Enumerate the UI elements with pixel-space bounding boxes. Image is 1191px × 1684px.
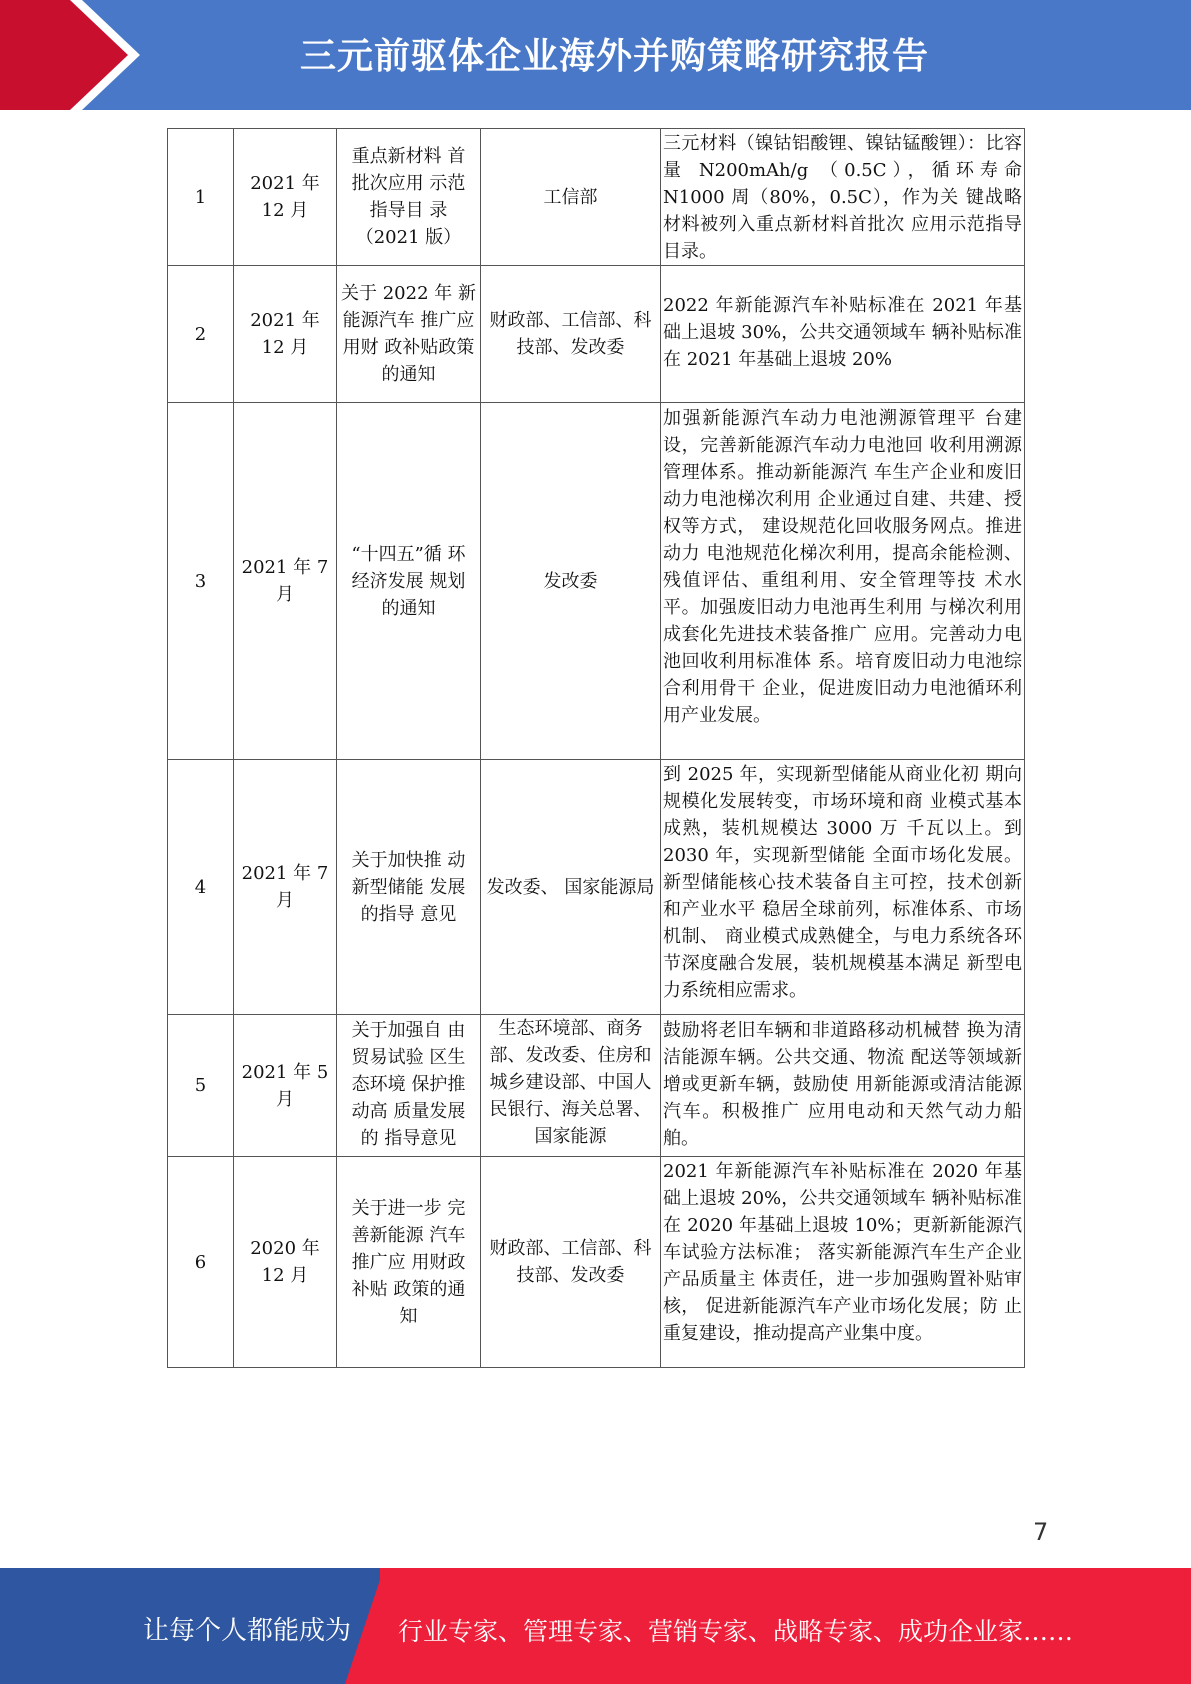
footer-slogan-right: 行业专家、管理专家、营销专家、战略专家、成功企业家…… — [398, 1617, 1074, 1646]
row-content: 鼓励将老旧车辆和非道路移动机械替 换为清洁能源车辆。公共交通、物流 配送等领域新增或更新车辆，鼓励使 用新能源或清洁能源汽车。积极推广 应用电动和天然气动力船舶。 — [661, 1015, 1025, 1157]
row-date: 2020 年 12 月 — [234, 1157, 337, 1368]
row-content: 2022 年新能源汽车补贴标准在 2021 年基础上退坡 30%，公共交通领域车 辆补贴标准在 2021 年基础上退坡 20% — [661, 266, 1025, 403]
row-number: 4 — [168, 760, 234, 1015]
row-number: 2 — [168, 266, 234, 403]
table-row — [168, 1015, 1025, 1157]
page-number: 7 — [1033, 1518, 1049, 1546]
row-date: 2021 年 12 月 — [234, 266, 337, 403]
row-number: 6 — [168, 1157, 234, 1368]
row-department: 发改委、 国家能源局 — [481, 760, 661, 1015]
table-row — [168, 403, 1025, 760]
row-policy-name: 关于加快推 动新型储能 发展的指导 意见 — [337, 760, 481, 1015]
header-chevron-icon — [70, 0, 150, 110]
row-policy-name: 关于 2022 年 新能源汽车 推广应用财 政补贴政策 的通知 — [337, 266, 481, 403]
row-department: 生态环境部、商务部、发改委、住房和城乡建设部、中国人民银行、海关总署、国家能源 — [481, 1015, 661, 1157]
table-row — [168, 760, 1025, 1015]
policy-table — [167, 128, 1025, 1368]
header-red-block — [0, 0, 70, 110]
row-department: 财政部、工信部、科技部、发改委 — [481, 1157, 661, 1368]
row-number: 1 — [168, 129, 234, 266]
table-row — [168, 129, 1025, 266]
row-date: 2021 年 7 月 — [234, 403, 337, 760]
table-row — [168, 1157, 1025, 1368]
row-number: 5 — [168, 1015, 234, 1157]
row-policy-name: 关于进一步 完善新能源 汽车推广应 用财政补贴 政策的通知 — [337, 1157, 481, 1368]
row-date: 2021 年 5 月 — [234, 1015, 337, 1157]
row-number: 3 — [168, 403, 234, 760]
row-department: 发改委 — [481, 403, 661, 760]
table-row — [168, 266, 1025, 403]
page-footer — [0, 1568, 1191, 1684]
row-content: 加强新能源汽车动力电池溯源管理平 台建设，完善新能源汽车动力电池回 收利用溯源管理体系。推动新能源汽 车生产企业和废旧动力电池梯次利用 企业通过自建、共建、授权等方式， 建设规范化回收服务网点。推进动力 电池规范化梯次利用，提高余能检测、 残值评估、重组利用、安全管理等技 术水平。加强废旧动力电池再生利用 与梯次利用成套化先进技术装备推广 应用。完善动力电池回收利用标准体 系。培育废旧动力电池综合利用骨干 企业，促进废旧动力电池循环利用产业发展。 — [661, 403, 1025, 760]
row-date: 2021 年 12 月 — [234, 129, 337, 266]
footer-slogan-left: 让每个人都能成为 — [143, 1616, 352, 1646]
row-content: 到 2025 年，实现新型储能从商业化初 期向规模化发展转变，市场环境和商 业模式基本成熟，装机规模达 3000 万 千瓦以上。到 2030 年，实现新型储能 全面市场化发展。新型储能核心技术装备自主可控，技术创新和产业水平 稳居全球前列，标准体系、市场机制、 商业模式成熟健全，与电力系统各环 节深度融合发展，装机规模基本满足 新型电力系统相应需求。 — [661, 760, 1025, 1015]
row-department: 工信部 — [481, 129, 661, 266]
row-content: 2021 年新能源汽车补贴标准在 2020 年基础上退坡 20%，公共交通领域车 辆补贴标准在 2020 年基础上退坡 10%；更新新能源汽车试验方法标准； 落实新能源汽车生产企业产品质量主 体责任，进一步加强购置补贴审核， 促进新能源汽车产业市场化发展；防 止重复建设，推动提高产业集中度。 — [661, 1157, 1025, 1368]
row-policy-name: “十四五”循 环经济发展 规划的通知 — [337, 403, 481, 760]
report-header — [0, 0, 1191, 110]
report-title: 三元前驱体企业海外并购策略研究报告 — [300, 36, 930, 77]
row-policy-name: 关于加强自 由贸易试验 区生态环境 保护推动高 质量发展的 指导意见 — [337, 1015, 481, 1157]
row-date: 2021 年 7 月 — [234, 760, 337, 1015]
row-content: 三元材料（镍钴铝酸锂、镍钴锰酸锂）：比容量 N200mAh/g （0.5C），循环寿命 N1000 周（80%，0.5C），作为关 键战略材料被列入重点新材料首批次 应用示范指导目录。 — [661, 129, 1025, 266]
row-policy-name: 重点新材料 首批次应用 示范指导目 录（2021 版） — [337, 129, 481, 266]
row-department: 财政部、工信部、科技部、发改委 — [481, 266, 661, 403]
